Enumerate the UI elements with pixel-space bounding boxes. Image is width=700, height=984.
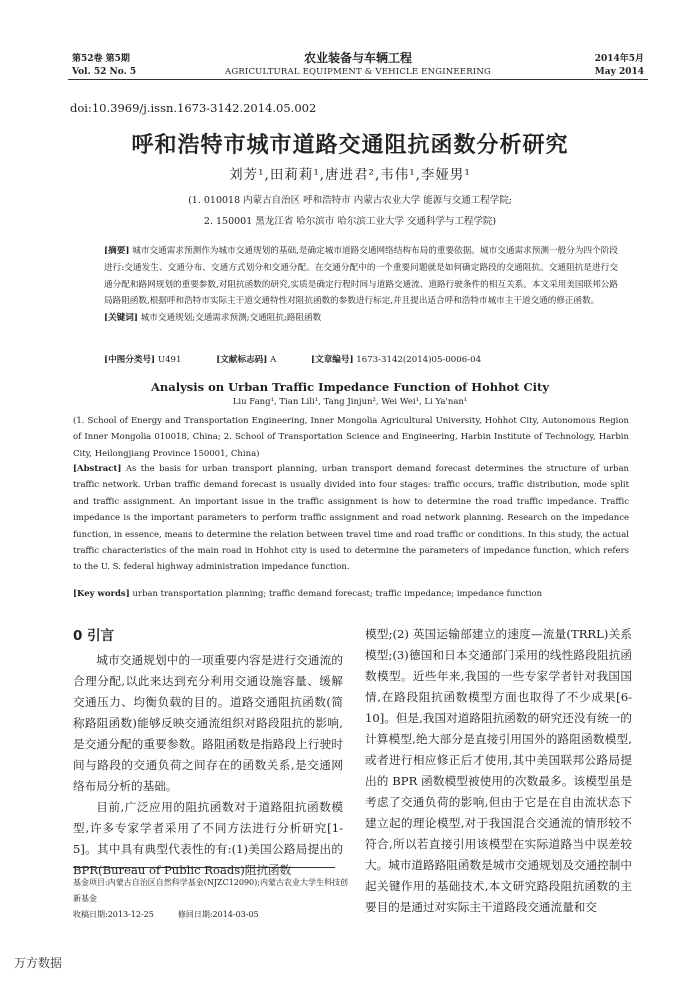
journal-volume: 第52卷 第5期 Vol. 52 No. 5 (72, 54, 137, 77)
footnote-divider (73, 867, 335, 868)
body-left-column (73, 650, 343, 881)
dates-note: 收稿日期:2013-12-25 修回日期:2014-03-05 (73, 910, 259, 919)
paper-title: 呼和浩特市城市道路交通阻抗函数分析研究 (131, 133, 569, 158)
clc-number: [中图分类号] U491 (104, 355, 182, 365)
english-authors: Liu Fang¹, Tian Lili¹, Tang Jinjun², Wei Wei¹, Li Ya'nan¹ (232, 397, 468, 407)
english-title: Analysis on Urban Traffic Impedance Function of Hohhot City (151, 380, 549, 394)
classification-row (104, 353, 513, 365)
abstract-text: 城市交通需求预测作为城市交通规划的基础,是确定城市道路交通网络结构布局的重要依据。城市交通需求预测一般分为四个阶段进行:交通发生、交通分布、交通方式划分和交通分配。在交通分配中的一个重要问题就是如何确定路段的交通阻抗。交通阻抗是进行交通分配和路网规划的重要参数,对阻抗函数的研究,实质是确定行程时间与道路交通流、道路行驶条件的相互关系。本文采用美国联邦公路局路阻函数,根据呼和浩特市实际主干道交通特性对阻抗函数的参数进行标定,并且提出适合呼和浩特市城市主干道交通的修正函数。 (104, 246, 618, 307)
keywords-cn: [关键词] 城市交通规划;交通需求预测;交通阻抗;路阻函数 (104, 313, 322, 324)
journal-header (68, 49, 648, 80)
abstract-cn (104, 243, 618, 327)
document-code: [文献标志码] A (216, 355, 277, 365)
affiliations: (1. 010018 内蒙古自治区 呼和浩特市 内蒙古农业大学 能源与交通工程学院; 2. 150001 黑龙江省 哈尔滨市 哈尔滨工业大学 交通科学与工程学院) (188, 195, 512, 227)
english-keywords: [Key words] urban transportation planning; traffic demand forecast; traffic impedance; impedance function (73, 589, 543, 599)
authors: 刘芳¹,田莉莉¹,唐进君²,韦伟¹,李娅男¹ (229, 167, 471, 183)
body-right-column (365, 624, 632, 918)
section-heading: 0 引言 (73, 628, 115, 644)
english-affiliations: (1. School of Energy and Transportation Engineering, Inner Mongolia Agricultural University, Hohhot City, Autonomous Region of Inner Mongolia 010018, China; 2. School of Transportation Science and Engineering, Harbin Institute of Technology, Harbin City, Heilongjiang Province 150001, China) (73, 416, 629, 459)
doi: doi:10.3969/j.issn.1673-3142.2014.05.002 (70, 101, 317, 115)
journal-date: 2014年5月 May 2014 (594, 54, 644, 77)
paragraph: 城市交通规划中的一项重要内容是进行交通流的合理分配,以此来达到充分利用交通设施容量、缓解交通压力、均衡负载的目的。道路交通阻抗函数(简称路阻函数)能够反映交通流组织对路段阻抗的影响,是交通分配的重要参数。路阻函数是指路段上行驶时间与路段的交通负荷之间存在的函数关系,是交通网络布局分析的基础。 (73, 653, 343, 793)
article-number: [文章编号] 1673-3142(2014)05-0006-04 (311, 355, 482, 365)
paragraph: 目前,广泛应用的阻抗函数对于道路阻抗函数模型,许多专家学者采用了不同方法进行分析研究[1-5]。其中具有典型代表性的有:(1)美国公路局提出的 BPR(Bureau of Public Roads)阻抗函数 (73, 800, 343, 877)
funding-note: 基金项目:内蒙古自治区自然科学基金(NJZC12090);内蒙古农业大学生科技创新基金 (73, 878, 348, 903)
abstract-label: [摘要] (104, 246, 130, 256)
watermark: 万方数据 (14, 956, 63, 970)
english-abstract: [Abstract] As the basis for urban transport planning, urban transport demand forecast determines the structure of urban traffic network. Urban traffic demand forecast is usually divided into four stages: traffic occurs, traffic distribution, mode split and traffic assignment. An important issue in the traffic assignment is how to determine the road traffic impedance. Traffic impedance is the important parameters to perform traffic assignment and road network planning. Research on the impedance function, in essence, means to determine the relation between travel time and road traffic or conditions. In this study, the actual traffic characteristics of the main road in Hohhot city is used to determine the parameters of impedance function, which refers to the U. S. federal highway administration impedance function. (73, 464, 629, 573)
paragraph: 模型;(2) 英国运输部建立的速度—流量(TRRL)关系模型;(3)德国和日本交通部门采用的线性路段阻抗函数模型。近些年来,我国的一些专家学者针对我国国情,在路段阻抗函数模型方面也取得了不少成果[6-10]。但是,我国对道路阻抗函数的研究还没有统一的计算模型,绝大部分是直接引用国外的路阻函数模型,或者进行相应修正后才使用,其中美国联邦公路局提出的 BPR 函数模型被使用的次数最多。该模型虽是考虑了交通负荷的影响,但由于它是在自由流状态下建立起的理论模型,对于我国混合交通流的情形较不符合,所以若直接引用该模型在实际道路当中误差较大。城市道路路阻函数是城市交通规划及交通控制中起关键作用的基础技术,本文研究路段阻抗函数的主要目的是通过对实际主干道路段交通流量和交 (365, 627, 632, 914)
footnote (73, 875, 348, 923)
journal-name: 农业装备与车辆工程 AGRICULTURAL EQUIPMENT & VEHICLE ENGINEERING (224, 51, 491, 77)
